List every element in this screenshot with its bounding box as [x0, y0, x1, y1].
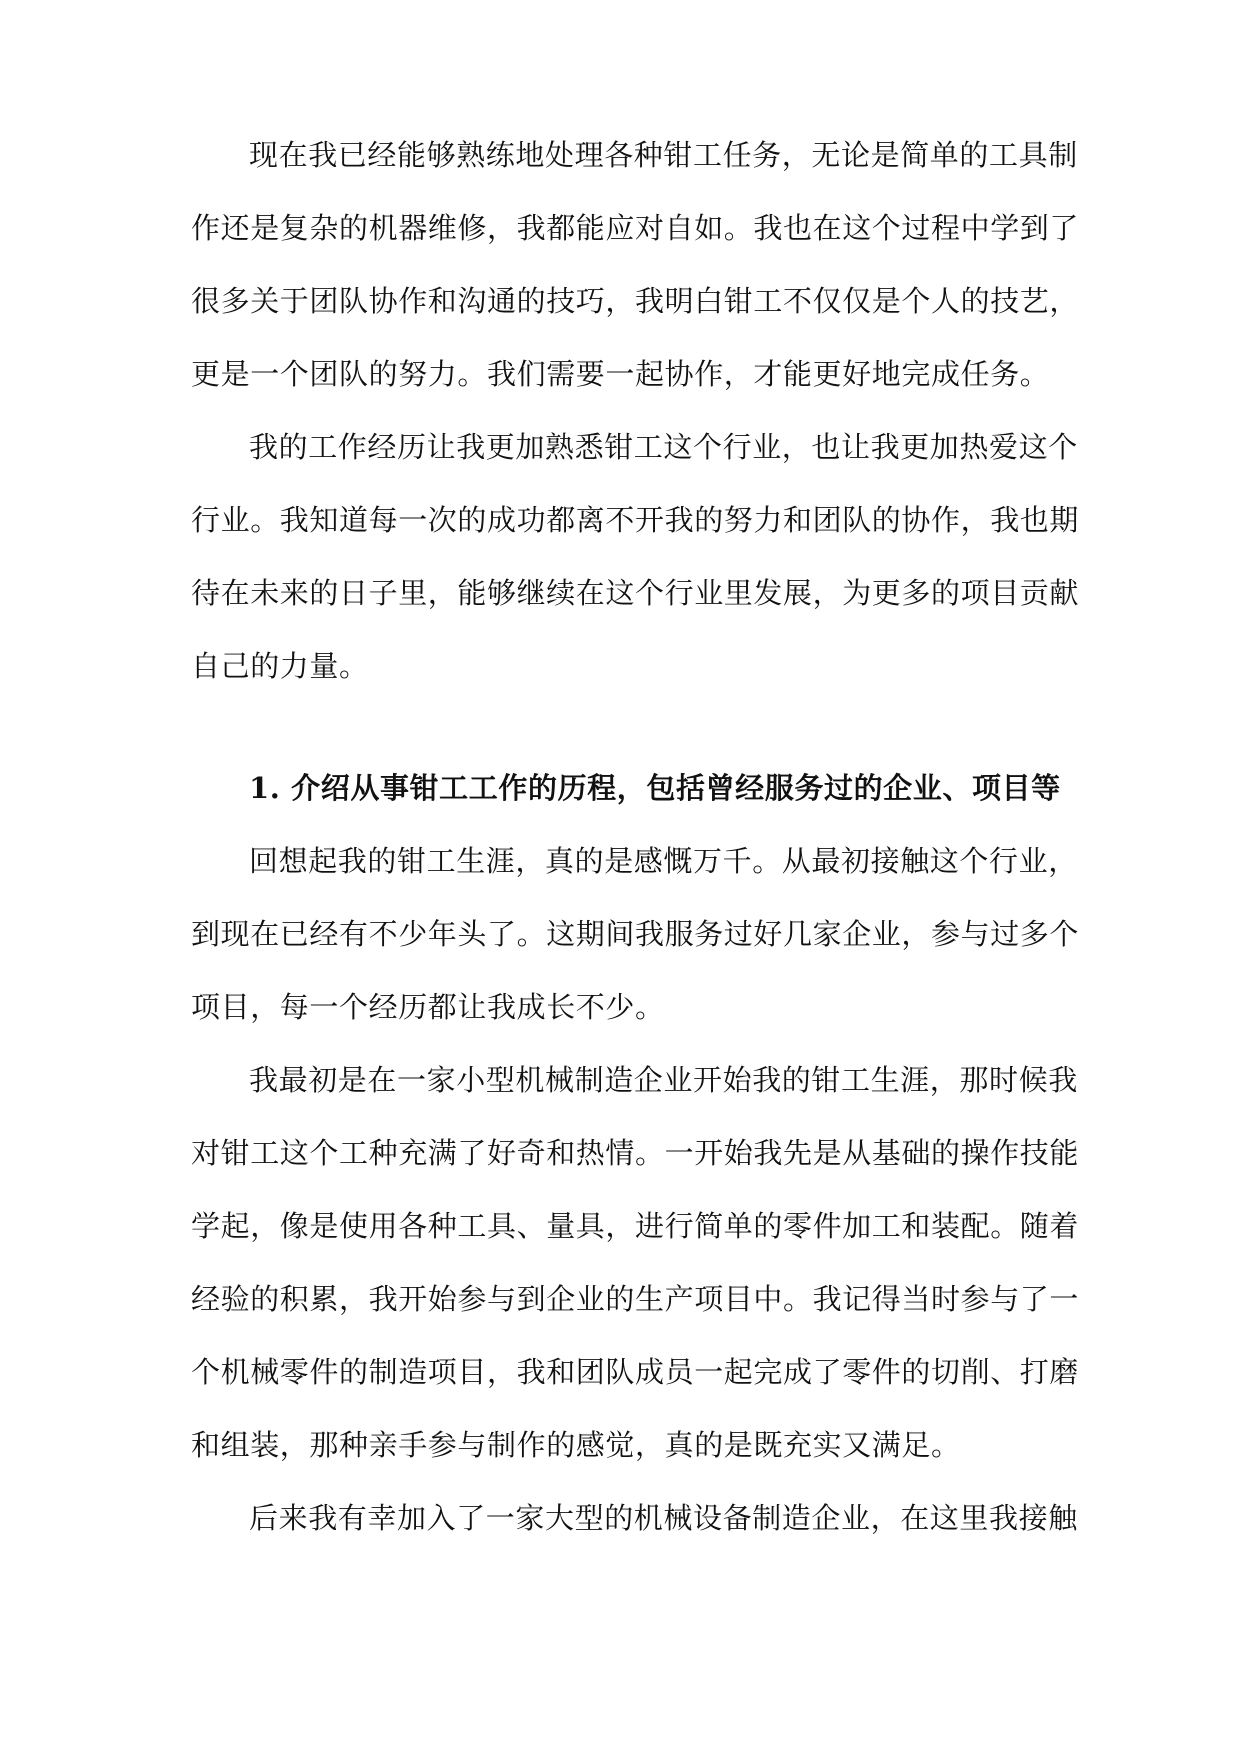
paragraph-2-line-2: 行业。我知道每一次的成功都离不开我的努力和团队的协作，我也期: [191, 503, 1080, 537]
section-paragraph-1-line-2: 到现在已经有不少年头了。这期间我服务过好几家企业，参与过多个: [191, 917, 1080, 951]
section-paragraph-2-line-2: 对钳工这个工种充满了好奇和热情。一开始我先是从基础的操作技能: [191, 1136, 1080, 1170]
section-paragraph-2-line-6: 和组装，那种亲手参与制作的感觉，真的是既充实又满足。: [191, 1428, 961, 1462]
section-paragraph-2-line-3: 学起，像是使用各种工具、量具，进行简单的零件加工和装配。随着: [191, 1209, 1080, 1243]
paragraph-1-line-3: 很多关于团队协作和沟通的技巧，我明白钳工不仅仅是个人的技艺，: [191, 284, 1080, 318]
paragraph-1-line-1: 现在我已经能够熟练地处理各种钳工任务，无论是简单的工具制: [249, 138, 1078, 172]
paragraph-1-line-2: 作还是复杂的机器维修，我都能应对自如。我也在这个过程中学到了: [191, 211, 1080, 245]
paragraph-2-line-3: 待在未来的日子里，能够继续在这个行业里发展，为更多的项目贡献: [191, 576, 1080, 610]
section-heading: 1. 介绍从事钳工工作的历程，包括曾经服务过的企业、项目等: [249, 771, 1061, 805]
paragraph-2-line-4: 自己的力量。: [191, 649, 369, 683]
section-paragraph-2-line-5: 个机械零件的制造项目，我和团队成员一起完成了零件的切削、打磨: [191, 1355, 1080, 1389]
section-paragraph-1-line-3: 项目，每一个经历都让我成长不少。: [191, 990, 665, 1024]
section-paragraph-2-line-4: 经验的积累，我开始参与到企业的生产项目中。我记得当时参与了一: [191, 1282, 1080, 1316]
section-paragraph-1-line-1: 回想起我的钳工生涯，真的是感慨万千。从最初接触这个行业，: [249, 844, 1078, 878]
paragraph-1-line-4: 更是一个团队的努力。我们需要一起协作，才能更好地完成任务。: [191, 357, 1050, 391]
paragraph-2-line-1: 我的工作经历让我更加熟悉钳工这个行业，也让我更加热爱这个: [249, 430, 1078, 464]
section-paragraph-2-line-1: 我最初是在一家小型机械制造企业开始我的钳工生涯，那时候我: [249, 1063, 1078, 1097]
section-paragraph-3-line-1: 后来我有幸加入了一家大型的机械设备制造企业，在这里我接触: [249, 1501, 1078, 1535]
